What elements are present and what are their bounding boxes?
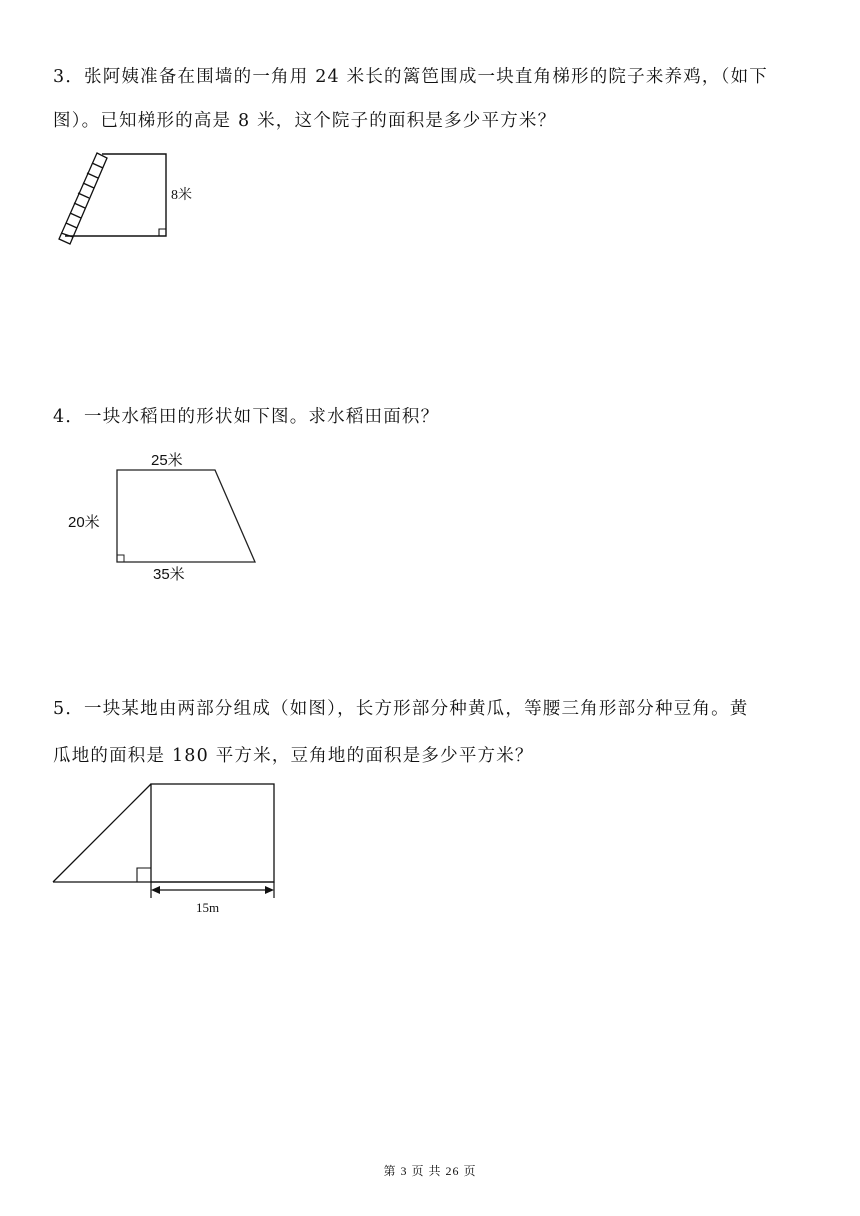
- q3-text-line2: 图）。已知梯形的高是 8 米，这个院子的面积是多少平方米？: [53, 111, 557, 131]
- q5-dimension-arrow: [151, 882, 274, 898]
- q5-figure-triangle-rectangle: [48, 778, 283, 918]
- q3-text-line1: 3．张阿姨准备在围墙的一角用 24 米长的篱笆围成一块直角梯形的院子来养鸡，（如下: [53, 67, 768, 87]
- q3-figure-right-trapezoid: [55, 148, 215, 250]
- q4-left-label: 20米: [68, 514, 100, 531]
- q3-right-angle-mark: [159, 229, 166, 236]
- q3-height-label: 8米: [171, 188, 192, 203]
- q3-trapezoid-outline: [65, 154, 166, 236]
- q4-bottom-label: 35米: [153, 566, 185, 583]
- q4-figure-paddy-field-trapezoid: [62, 445, 272, 590]
- q4-top-label: 25米: [151, 452, 183, 469]
- q4-text-line1: 4．一块水稻田的形状如下图。求水稻田面积？: [53, 407, 440, 427]
- q3-fence-wall-hatch: [59, 153, 107, 244]
- q5-width-label: 15m: [196, 900, 220, 915]
- q5-rectangle-outline: [151, 784, 274, 882]
- q5-right-angle-mark: [137, 868, 151, 882]
- q5-text-line1: 5．一块某地由两部分组成（如图），长方形部分种黄瓜，等腰三角形部分种豆角。黄: [53, 699, 749, 719]
- q5-triangle-slope: [53, 784, 151, 882]
- q4-trapezoid-outline: [117, 470, 255, 562]
- q4-right-angle-mark: [117, 555, 124, 562]
- q5-text-line2: 瓜地的面积是 180 平方米，豆角地的面积是多少平方米？: [53, 746, 534, 766]
- page-footer: 第 3 页 共 26 页: [383, 1164, 477, 1178]
